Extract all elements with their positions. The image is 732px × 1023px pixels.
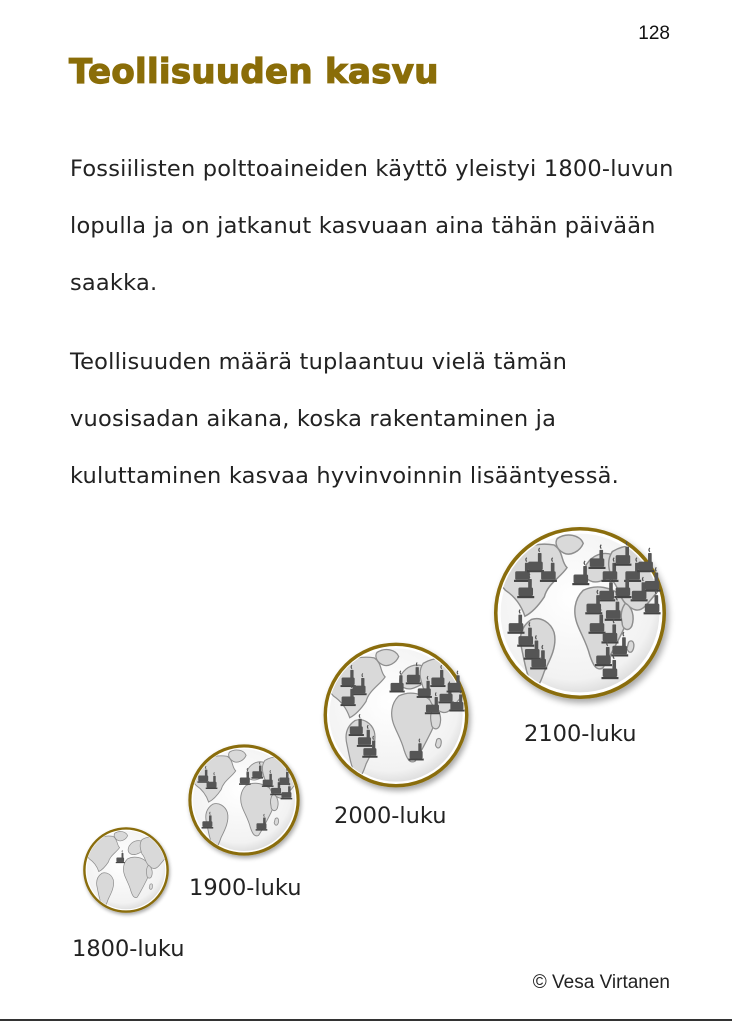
copyright-notice: © Vesa Virtanen	[532, 972, 670, 993]
page-number: 128	[638, 23, 670, 44]
era-label-2000: 2000-luku	[334, 803, 447, 829]
era-label-1800: 1800-luku	[72, 936, 185, 962]
page-title: Teollisuuden kasvu	[69, 52, 439, 92]
body-paragraph-2: Teollisuuden määrä tuplaantuu vielä tämän vuosisadan aikana, koska rakentaminen ja kuluttaminen kasvaa hyvinvoinnin lisääntyessä.	[70, 349, 619, 489]
bottom-rule	[0, 1019, 732, 1021]
globe-1800	[84, 828, 169, 911]
globe-2100	[496, 529, 668, 697]
body-paragraph-1: Fossiilisten polttoaineiden käyttö yleistyi 1800-luvun lopulla ja on jatkanut kasvuaan aina tähän päivään saakka.	[70, 156, 674, 296]
globe-2000	[325, 644, 469, 785]
globe-1900	[190, 746, 300, 854]
era-label-1900: 1900-luku	[189, 875, 302, 901]
era-label-2100: 2100-luku	[524, 721, 637, 747]
